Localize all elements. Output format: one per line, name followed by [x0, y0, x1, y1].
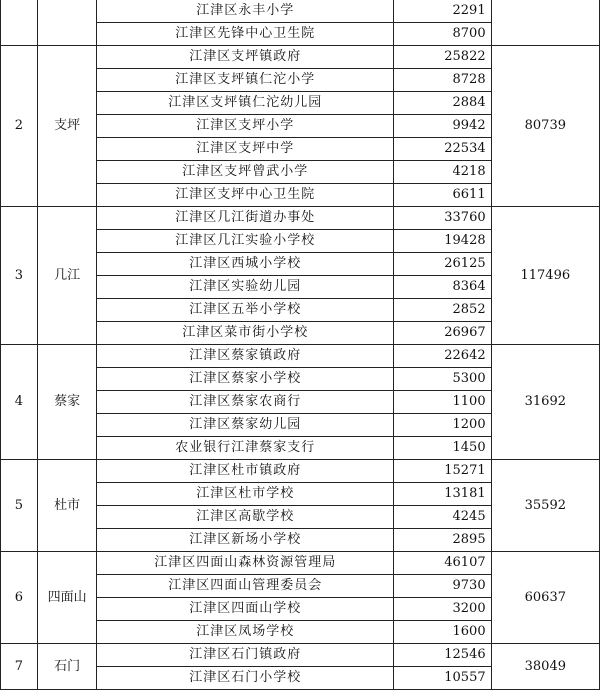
table-body [1, 0, 600, 690]
unit-amount: 1200 [394, 414, 491, 437]
unit-amount: 8728 [394, 69, 491, 92]
unit-name: 江津区支坪中心卫生院 [97, 184, 394, 207]
unit-name: 江津区蔡家幼儿园 [97, 414, 394, 437]
table-row [1, 207, 600, 230]
table-row [1, 552, 600, 575]
unit-name: 江津区新场小学校 [97, 529, 394, 552]
unit-name: 江津区永丰小学 [97, 0, 394, 23]
group-town: 石门 [37, 644, 97, 690]
unit-name: 江津区蔡家镇政府 [97, 345, 394, 368]
unit-amount: 33760 [394, 207, 491, 230]
group-town: 支坪 [37, 46, 97, 207]
unit-amount: 6611 [394, 184, 491, 207]
unit-amount: 5300 [394, 368, 491, 391]
group-town: 四面山 [37, 552, 97, 644]
unit-amount: 46107 [394, 552, 491, 575]
unit-amount: 1450 [394, 437, 491, 460]
unit-name: 江津区支坪镇仁沱幼儿园 [97, 92, 394, 115]
group-index: 5 [1, 460, 38, 552]
unit-name: 江津区凤场学校 [97, 621, 394, 644]
unit-name: 江津区石门镇政府 [97, 644, 394, 667]
group-total: 31692 [491, 345, 599, 460]
group-town [37, 0, 97, 46]
unit-amount: 10557 [394, 667, 491, 690]
unit-name: 江津区四面山学校 [97, 598, 394, 621]
unit-amount: 1100 [394, 391, 491, 414]
group-total: 117496 [491, 207, 599, 345]
group-index: 7 [1, 644, 38, 690]
unit-amount: 25822 [394, 46, 491, 69]
unit-amount: 22534 [394, 138, 491, 161]
unit-name: 江津区先锋中心卫生院 [97, 23, 394, 46]
table-row [1, 644, 600, 667]
unit-name: 江津区实验幼儿园 [97, 276, 394, 299]
unit-name: 江津区蔡家小学校 [97, 368, 394, 391]
group-total: 35592 [491, 460, 599, 552]
unit-name: 江津区支坪镇政府 [97, 46, 394, 69]
group-total [491, 0, 599, 46]
group-total: 60637 [491, 552, 599, 644]
group-town: 几江 [37, 207, 97, 345]
unit-name: 江津区支坪小学 [97, 115, 394, 138]
unit-name: 江津区高歇学校 [97, 506, 394, 529]
unit-name: 江津区菜市街小学校 [97, 322, 394, 345]
unit-amount: 26967 [394, 322, 491, 345]
unit-amount: 26125 [394, 253, 491, 276]
unit-name: 江津区四面山管理委员会 [97, 575, 394, 598]
unit-amount: 22642 [394, 345, 491, 368]
group-index: 2 [1, 46, 38, 207]
group-town: 蔡家 [37, 345, 97, 460]
unit-amount: 4245 [394, 506, 491, 529]
group-town: 杜市 [37, 460, 97, 552]
unit-amount: 9730 [394, 575, 491, 598]
unit-name: 江津区几江街道办事处 [97, 207, 394, 230]
unit-name: 江津区几江实验小学校 [97, 230, 394, 253]
unit-name: 江津区五举小学校 [97, 299, 394, 322]
unit-amount: 19428 [394, 230, 491, 253]
unit-name: 江津区蔡家农商行 [97, 391, 394, 414]
unit-name: 江津区支坪中学 [97, 138, 394, 161]
group-index: 3 [1, 207, 38, 345]
unit-amount: 2884 [394, 92, 491, 115]
unit-amount: 15271 [394, 460, 491, 483]
unit-name: 江津区杜市学校 [97, 483, 394, 506]
unit-name: 江津区石门小学校 [97, 667, 394, 690]
unit-amount: 3200 [394, 598, 491, 621]
unit-amount: 2291 [394, 0, 491, 23]
unit-amount: 4218 [394, 161, 491, 184]
unit-amount: 12546 [394, 644, 491, 667]
group-index: 4 [1, 345, 38, 460]
unit-name: 江津区支坪曾武小学 [97, 161, 394, 184]
table-row [1, 345, 600, 368]
unit-amount: 13181 [394, 483, 491, 506]
unit-name: 江津区四面山森林资源管理局 [97, 552, 394, 575]
unit-name: 江津区支坪镇仁沱小学 [97, 69, 394, 92]
group-index: 6 [1, 552, 38, 644]
group-total: 38049 [491, 644, 599, 690]
unit-amount: 2852 [394, 299, 491, 322]
table-row [1, 0, 600, 23]
unit-name: 农业银行江津蔡家支行 [97, 437, 394, 460]
unit-amount: 8700 [394, 23, 491, 46]
unit-amount: 1600 [394, 621, 491, 644]
unit-amount: 8364 [394, 276, 491, 299]
group-index [1, 0, 38, 46]
group-total: 80739 [491, 46, 599, 207]
unit-amount: 2895 [394, 529, 491, 552]
unit-amount: 9942 [394, 115, 491, 138]
unit-name: 江津区杜市镇政府 [97, 460, 394, 483]
unit-name: 江津区西城小学校 [97, 253, 394, 276]
table-row [1, 460, 600, 483]
table-row [1, 46, 600, 69]
